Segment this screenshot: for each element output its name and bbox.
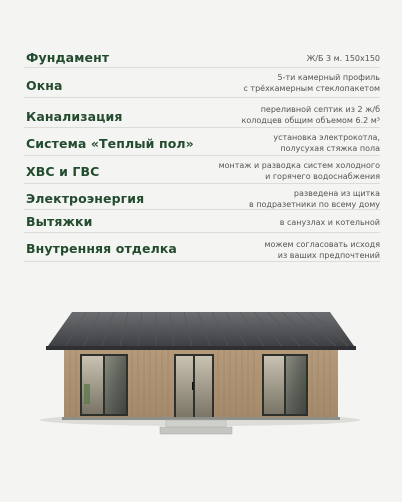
spec-value xyxy=(230,214,380,228)
spec-value-line: из ваших предпочтений xyxy=(277,251,380,260)
roof-eave xyxy=(46,346,356,350)
spec-value xyxy=(230,188,380,210)
spec-value-line: можем согласовать исходя xyxy=(264,240,380,249)
spec-label: ХВС и ГВС xyxy=(26,164,100,179)
spec-value xyxy=(230,50,380,64)
spec-label: Канализация xyxy=(26,109,123,124)
spec-value xyxy=(230,72,380,94)
spec-value-line: в санузлах и котельной xyxy=(279,218,380,227)
door-pane xyxy=(195,356,212,418)
spec-value-line: переливной септик из 2 ж/б xyxy=(260,105,380,114)
spec-label: Система «Теплый пол» xyxy=(26,136,194,151)
spec-label: Окна xyxy=(26,78,63,93)
spec-label: Внутренняя отделка xyxy=(26,241,177,256)
spec-row-electricity xyxy=(24,184,380,210)
spec-value-line: в подразетники по всему дому xyxy=(249,200,380,209)
spec-row-water-supply xyxy=(24,156,380,184)
plant xyxy=(84,384,90,404)
right-window-pane xyxy=(264,356,284,414)
house-image xyxy=(0,300,402,470)
spec-value xyxy=(230,132,380,154)
spec-value-line: и горячего водоснабжения xyxy=(265,172,380,181)
spec-row-sewerage xyxy=(24,98,380,128)
step-lower xyxy=(160,427,232,434)
spec-label: Электроэнергия xyxy=(26,191,145,206)
specs-list xyxy=(24,44,380,262)
right-window-pane xyxy=(286,356,306,414)
left-window-pane xyxy=(105,356,126,414)
spec-value-line: колодцев общим объемом 6.2 м³ xyxy=(241,116,380,125)
spec-row-interior-finish xyxy=(24,233,380,262)
spec-value-line: монтаж и разводка систем холодного xyxy=(218,161,380,170)
spec-value xyxy=(180,160,380,182)
spec-value-line: разведена из щитка xyxy=(293,189,380,198)
spec-value-line: Ж/Б 3 м. 150х150 xyxy=(306,54,380,63)
spec-row-windows xyxy=(24,68,380,98)
roof xyxy=(48,312,354,346)
step-upper xyxy=(166,420,226,427)
door-pane xyxy=(176,356,193,418)
spec-value-line: с трёхкамерным стеклопакетом xyxy=(243,84,380,93)
spec-value xyxy=(230,104,380,126)
spec-value-line: 5-ти камерный профиль xyxy=(277,73,380,82)
spec-value xyxy=(230,239,380,261)
spec-row-heated-floor xyxy=(24,128,380,156)
spec-value-line: установка электрокотла, xyxy=(273,133,380,142)
house-base xyxy=(62,417,340,420)
spec-label: Фундамент xyxy=(26,50,110,65)
spec-label: Вытяжки xyxy=(26,214,93,229)
door-handle xyxy=(192,382,194,390)
spec-value-line: полусухая стяжка пола xyxy=(280,144,380,153)
spec-row-foundation xyxy=(24,44,380,68)
spec-row-ventilation xyxy=(24,210,380,233)
